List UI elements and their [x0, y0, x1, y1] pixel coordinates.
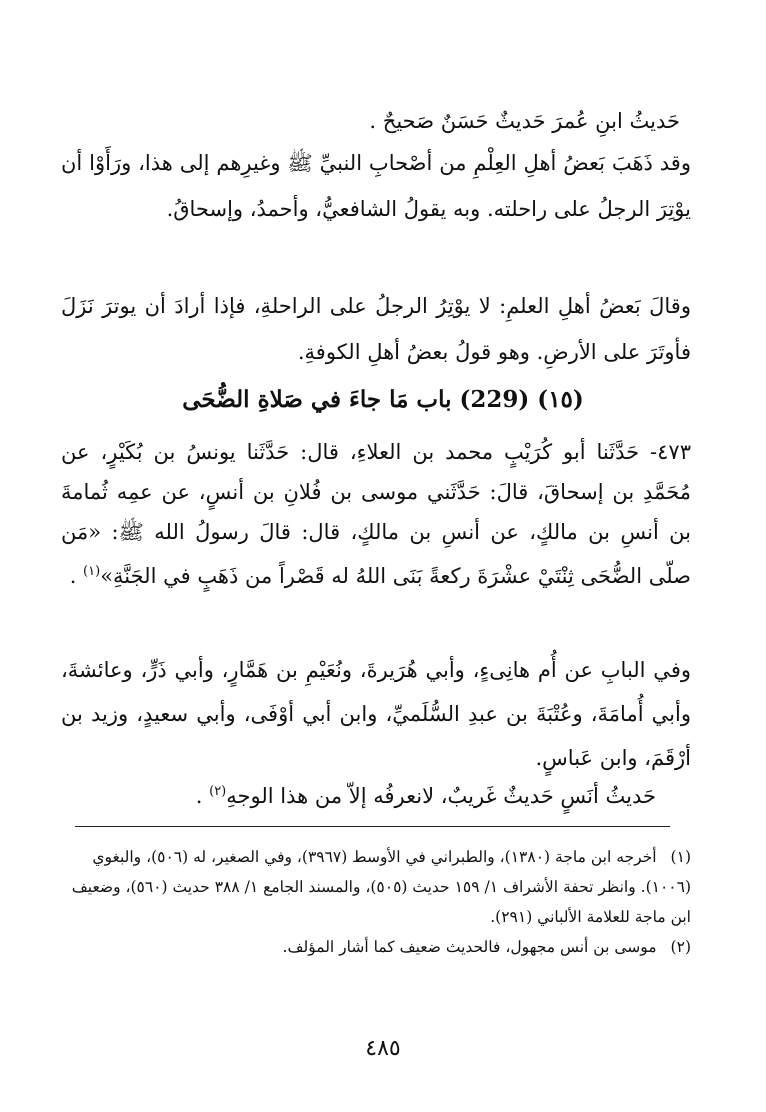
hadith-grade-paragraph: حَديثُ ابنِ عُمرَ حَديثٌ حَسَنٌ صَحيحٌ . — [369, 109, 680, 133]
scholars-opinion-paragraph: وقد ذَهَبَ بَعضُ أهلِ العِلْمِ من أصْحابِ النبيِّ ﷺ وغيرِهم إلى هذا، ورَأَوْا أن يوْتِرَ الرجلُ على راحلته. وبه يقولُ الشافعيُّ، وأحمدُ، وإسحاقُ. — [61, 151, 691, 221]
related-narrations-paragraph: وفي البابِ عن أُم هانِىءٍ، وأبي هُرَيرةَ، ونُعَيْمِ بن هَمَّارٍ، وأبي ذَرٍّ، وعائشةَ، وأبي أُمامَةَ، وعُتْبَةَ بن عبدِ السُّلَميِّ، وابن أبي أوْفَى، وأبي سعيدٍ، وزيد بن أرْقَمَ، وابن عَباسٍ. — [61, 658, 691, 770]
other-opinion-paragraph: وقالَ بَعضُ أهلِ العلمِ: لا يوْتِرُ الرجلُ على الراحلةِ، فإذا أرادَ أن يوترَ نَزَلَ فأوتَرَ على الأرضِ. وهو قولُ بعضُ أهلِ الكوفةِ. — [61, 294, 691, 364]
footnote-1 — [61, 842, 691, 932]
anas-hadith-grade-end: . — [195, 784, 210, 808]
anas-hadith-grade-text: حَديثُ أنَسٍ حَديثٌ غَريبٌ، لانعرفُه إلاّ من هذا الوجهِ — [226, 784, 656, 808]
page-number: ٤٨٥ — [365, 1036, 401, 1061]
chapter-heading: (١٥) (229) باب مَا جاءَ في صَلاةِ الضُّحَى — [182, 386, 584, 413]
anas-hadith-grade-paragraph — [26, 772, 656, 816]
footnote-divider — [75, 826, 670, 827]
hadith-473-end: . — [69, 564, 84, 588]
footnote-1-number: (١) — [670, 848, 691, 866]
footnote-ref-2[interactable]: (٢) — [209, 784, 227, 799]
hadith-473-paragraph — [61, 432, 691, 596]
footnote-ref-1[interactable]: (١) — [83, 564, 101, 579]
footnote-2 — [61, 932, 691, 962]
footnote-1-text: أخرجه ابن ماجة (١٣٨٠)، والطبراني في الأوسط (٣٩٦٧)، وفي الصغير، له (٥٠٦)، والبغوي (١٠٠٦). وانظر تحفة الأشراف ١/ ١٥٩ حديث (٥٠٥)، والمسند الجامع ١/ ٣٨٨ حديث (٥٦٠)، وضعيف ابن ماجة للعلامة الألباني (٢٩١). — [71, 848, 691, 926]
footnote-2-number: (٢) — [670, 938, 691, 956]
footnote-2-text: موسى بن أنس مجهول، فالحديث ضعيف كما أشار المؤلف. — [282, 938, 657, 956]
hadith-473-text: ٤٧٣- حَدَّثَنا أبو كُرَيْبٍ محمد بن العلاءِ، قال: حَدَّثَنا يونسُ بن بُكَيْرٍ، عن مُحَمَّدِ بن إسحاقَ، قالَ: حَدَّثَني موسى بن فُلانِ بن أنسٍ، عن عمِه ثُمامةَ بن أنسِ بن مالكٍ، عن أنسِ بن مالكٍ، قال: قالَ رسولُ الله ﷺ: «مَن صلّى الضُّحَى ثِنْتَيْ عشْرَةَ ركعةً بَنَى اللهُ له قَصْراً من ذَهَبٍ في الجَنَّةِ» — [61, 440, 691, 588]
